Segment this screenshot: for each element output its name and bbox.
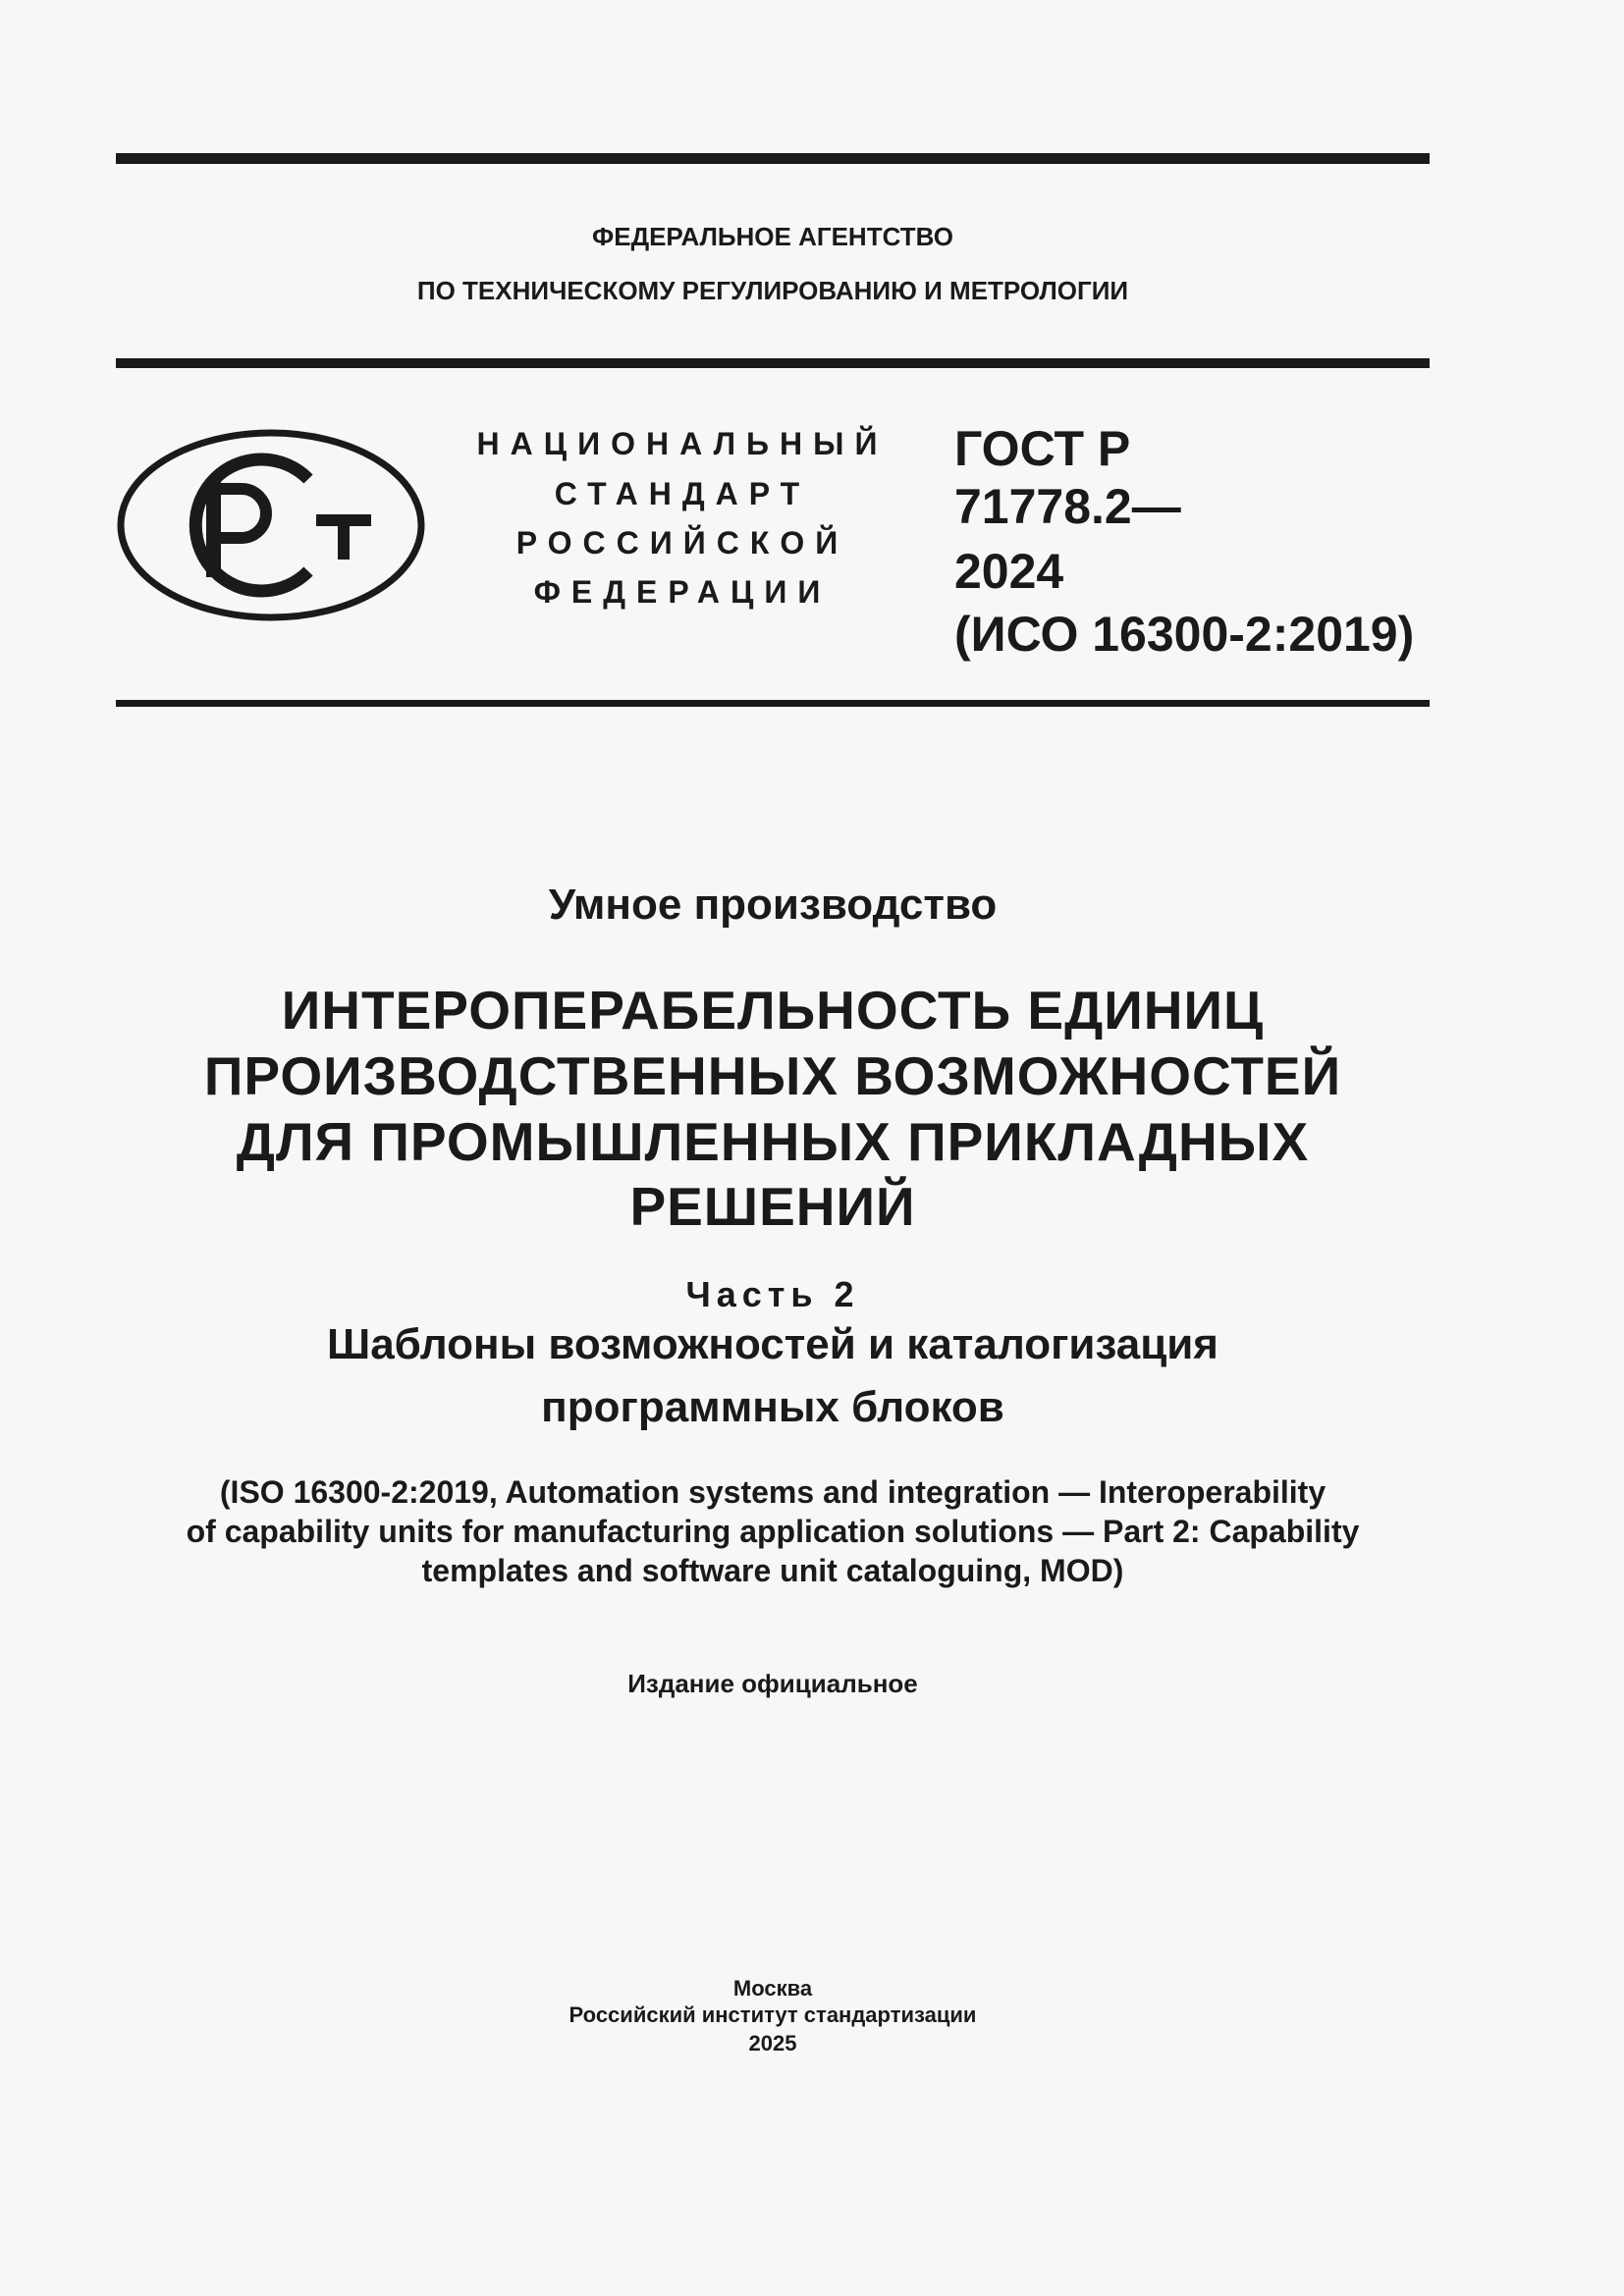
agency-name-line-2: ПО ТЕХНИЧЕСКОМУ РЕГУЛИРОВАНИЮ И МЕТРОЛОГИИ [416,276,1129,305]
iso-reference-line-1: (ISO 16300-2:2019, Automation systems and integration — Interoperability [219,1474,1326,1510]
part-title-line-2: программных блоков [541,1383,1004,1431]
main-title-line-4: РЕШЕНИЙ [629,1176,916,1237]
imprint-publisher: Российский институт стандартизации [568,2002,977,2027]
standard-type-line-1: НАЦИОНАЛЬНЫЙ [476,426,889,461]
standard-designation-line-2: 71778.2— [954,479,1181,534]
rst-certification-mark-icon [116,428,426,622]
edition-label: Издание официальное [627,1669,918,1698]
main-title-line-2: ПРОИЗВОДСТВЕННЫХ ВОЗМОЖНОСТЕЙ [203,1045,1342,1106]
header-rule [116,358,1430,368]
title-subject: Умное производство [548,881,998,929]
iso-reference-line-2: of capability units for manufacturing application solutions — Part 2: Capability [186,1514,1360,1549]
part-number: Часть 2 [685,1274,860,1314]
main-title-line-3: ДЛЯ ПРОМЫШЛЕННЫХ ПРИКЛАДНЫХ [236,1111,1310,1172]
standard-designation-line-1: ГОСТ Р [954,421,1131,476]
imprint-year: 2025 [748,2031,797,2056]
agency-name-line-1: ФЕДЕРАЛЬНОЕ АГЕНТСТВО [592,222,953,251]
standard-type-line-2: СТАНДАРТ [554,476,811,511]
standard-designation-line-3: 2024 [954,544,1064,599]
top-rule [116,153,1430,164]
imprint-city: Москва [732,1976,813,2001]
standard-type-line-4: ФЕДЕРАЦИИ [533,574,832,610]
standard-designation-line-4: (ИСО 16300-2:2019) [954,607,1415,662]
part-title-line-1: Шаблоны возможностей и каталогизация [327,1320,1218,1368]
main-title-line-1: ИНТЕРОПЕРАБЕЛЬНОСТЬ ЕДИНИЦ [281,980,1265,1041]
designation-rule [116,700,1430,707]
iso-reference-line-3: templates and software unit cataloguing, MOD) [421,1553,1124,1588]
standard-type-line-3: РОССИЙСКОЙ [515,525,849,561]
